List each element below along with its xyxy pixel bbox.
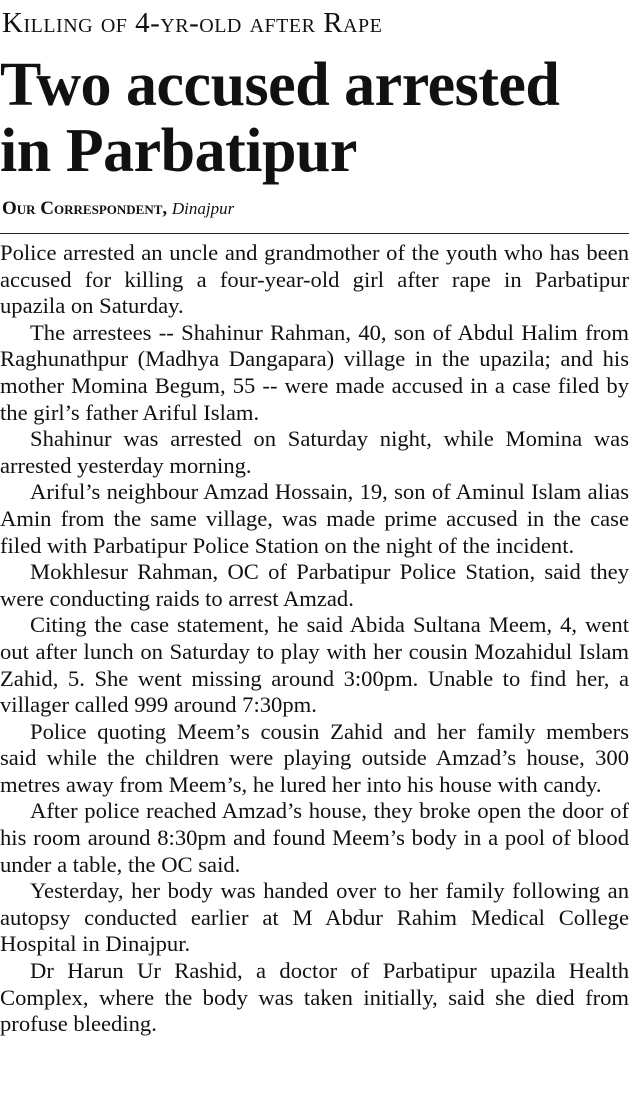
- body-paragraph: Citing the case statement, he said Abida Sultana Meem, 4, went out after lunch on Saturday to play with her cousin Mozahidul Islam Zahid, 5. She went missing around 3:00pm. Unable to find her, a villager called 999 around 7:30pm.: [0, 612, 629, 718]
- body-paragraph: Yesterday, her body was handed over to her family following an autopsy conducted earlier at M Abdur Rahim Medical College Hospital in Dinajpur.: [0, 878, 629, 957]
- body-paragraph: The arrestees -- Shahinur Rahman, 40, son of Abdul Halim from Raghunathpur (Madhya Dangapara) village in the upazila; and his mother Momina Begum, 55 -- were made accused in a case filed by the girl’s father Ariful Islam.: [0, 319, 629, 425]
- article-byline: [2, 197, 234, 221]
- body-paragraph: Police arrested an uncle and grandmother of the youth who has been accused for killing a four-year-old girl after rape in Parbatipur upazila on Saturday.: [0, 240, 629, 319]
- article-body: [0, 240, 629, 1038]
- byline-dateline: Dinajpur: [171, 199, 235, 218]
- headline-line-1: Two accused arrested: [0, 51, 560, 119]
- article-kicker: Killing of 4-yr-old after Rape: [2, 7, 383, 39]
- article-headline: [0, 52, 629, 184]
- byline-divider: [0, 233, 629, 234]
- body-paragraph: After police reached Amzad’s house, they broke open the door of his room around 8:30pm and found Meem’s body in a pool of blood under a table, the OC said.: [0, 798, 629, 877]
- body-paragraph: Mokhlesur Rahman, OC of Parbatipur Police Station, said they were conducting raids to arrest Amzad.: [0, 559, 629, 611]
- body-paragraph: Ariful’s neighbour Amzad Hossain, 19, son of Aminul Islam alias Amin from the same village, was made prime accused in the case filed with Parbatipur Police Station on the night of the incident.: [0, 479, 629, 558]
- body-paragraph: Shahinur was arrested on Saturday night, while Momina was arrested yesterday morning.: [0, 426, 629, 478]
- body-paragraph: Dr Harun Ur Rashid, a doctor of Parbatipur upazila Health Complex, where the body was taken initially, said she died from profuse bleeding.: [0, 958, 629, 1037]
- byline-author: Our Correspondent,: [2, 198, 168, 219]
- headline-line-2: in Parbatipur: [0, 117, 357, 185]
- body-paragraph: Police quoting Meem’s cousin Zahid and her family members said while the children were playing outside Amzad’s house, 300 metres away from Meem’s, he lured her into his house with candy.: [0, 718, 629, 797]
